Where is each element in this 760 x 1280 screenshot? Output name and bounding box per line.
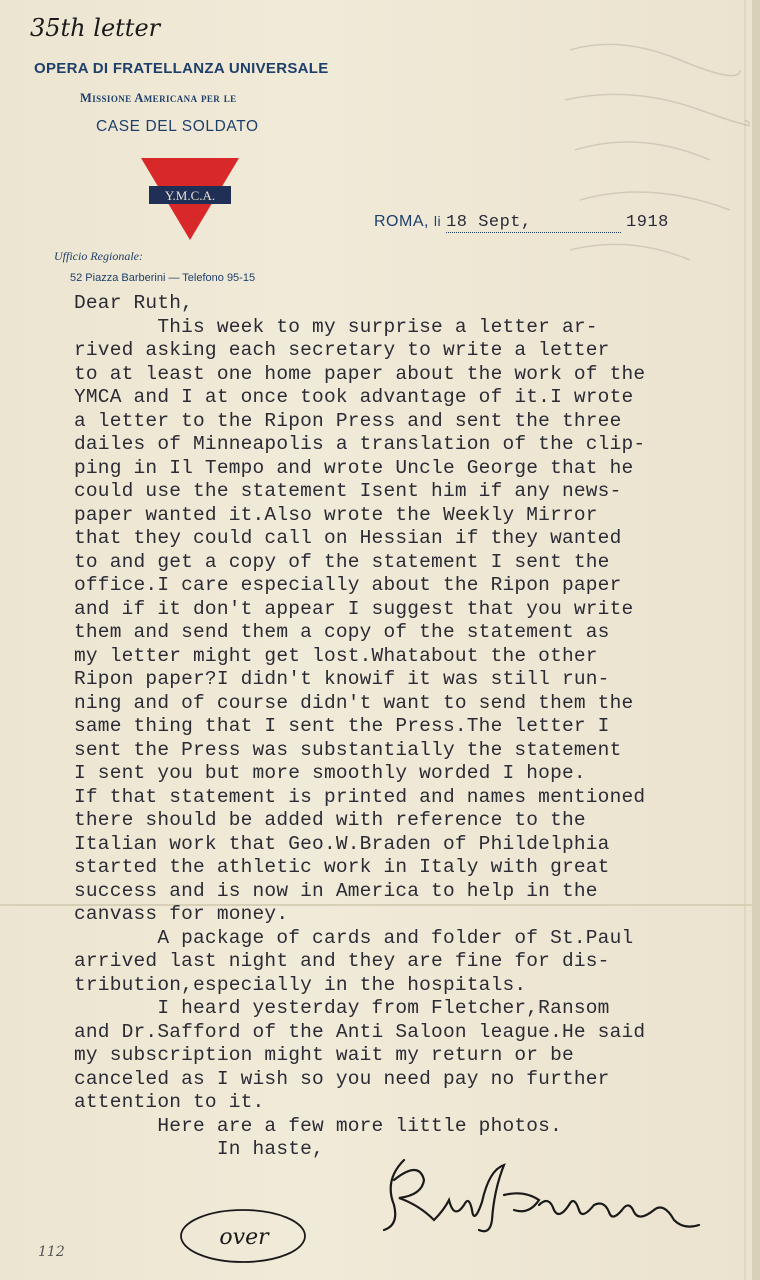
letter-line: Ripon paper?I didn't knowif it was still run-	[74, 668, 610, 690]
letter-line: This week to my surprise a letter ar-	[74, 315, 598, 338]
letter-line: Here are a few more little photos.	[74, 1114, 562, 1137]
office-label: Ufficio Regionale:	[54, 249, 143, 263]
logo-text: Y.M.C.A.	[164, 188, 216, 203]
letter-line: a letter to the Ripon Press and sent the three	[74, 409, 622, 432]
letter-line: ning and of course didn't want to send them the	[74, 691, 634, 714]
letter-line: rived asking each secretary to write a letter	[74, 339, 610, 361]
date-field	[446, 213, 621, 233]
letter-line: If that statement is printed and names mentioned	[74, 785, 646, 808]
mission-line: Missione Americana per le	[80, 91, 237, 105]
organization-name: OPERA DI FRATELLANZA UNIVERSALE	[34, 60, 329, 77]
place-date-line	[374, 213, 669, 233]
page-number: 112	[38, 1244, 65, 1260]
letter-line: to and get a copy of the statement I sent the	[74, 550, 610, 573]
letter-line: I heard yesterday from Fletcher,Ransom	[74, 997, 610, 1019]
place: ROMA,	[374, 213, 429, 230]
letter-line: started the athletic work in Italy with great	[74, 856, 610, 878]
letter-line: could use the statement Isent him if any news-	[74, 480, 622, 502]
letter-line: to at least one home paper about the work of the	[74, 362, 646, 385]
letter-line: canceled as I wish so you need pay no further	[74, 1067, 610, 1090]
letter-line: A package of cards and folder of St.Paul	[74, 926, 634, 949]
letter-line: there should be added with reference to the	[74, 809, 586, 831]
letter-line: same thing that I sent the Press.The letter I	[74, 715, 610, 737]
office-address: 52 Piazza Barberini — Telefono 95-15	[70, 272, 256, 284]
case-del-soldato: CASE DEL SOLDATO	[96, 118, 259, 135]
ink-bleed-through	[560, 30, 750, 290]
letter-line: success and is now in America to help in the	[74, 879, 598, 902]
letter-line: ping in Il Tempo and wrote Uncle George that he	[74, 456, 634, 479]
ymca-triangle-logo	[141, 158, 239, 240]
letter-line: office.I care especially about the Ripon paper	[74, 574, 622, 596]
letter-line: sent the Press was substantially the statement	[74, 738, 622, 761]
letter-line: Dear Ruth,	[74, 292, 194, 314]
over-note-text: over	[219, 1225, 269, 1250]
li-label: li	[433, 213, 442, 229]
letter-line: my subscription might wait my return or be	[74, 1044, 574, 1066]
letter-line: attention to it.	[74, 1091, 265, 1113]
letter-line: and if it don't appear I suggest that you write	[74, 597, 634, 620]
letter-line: In haste,	[74, 1138, 324, 1160]
signature	[364, 1150, 704, 1245]
letter-line: canvass for money.	[74, 903, 289, 925]
letter-line: that they could call on Hessian if they wanted	[74, 527, 622, 549]
letter-line: dailes of Minneapolis a translation of the clip-	[74, 433, 646, 455]
letter-line: paper wanted it.Also wrote the Weekly Mirror	[74, 503, 598, 526]
letter-line: arrived last night and they are fine for dis-	[74, 950, 610, 972]
year: 1918	[626, 213, 669, 232]
over-note	[178, 1204, 308, 1266]
letter-body	[74, 292, 754, 1162]
letter-line: Italian work that Geo.W.Braden of Phildelphia	[74, 832, 610, 855]
letter-line: my letter might get lost.Whatabout the other	[74, 644, 598, 667]
letter-line: I sent you but more smoothly worded I hope.	[74, 762, 586, 784]
letter-line: tribution,especially in the hospitals.	[74, 973, 527, 996]
letter-line: them and send them a copy of the statement as	[74, 621, 610, 643]
letter-line: and Dr.Safford of the Anti Saloon league.He said	[74, 1020, 646, 1043]
letter-number-annotation: 35th letter	[30, 14, 161, 42]
letter-line: YMCA and I at once took advantage of it.I wrote	[74, 386, 634, 408]
date-typed: 18 Sept,	[446, 213, 532, 232]
